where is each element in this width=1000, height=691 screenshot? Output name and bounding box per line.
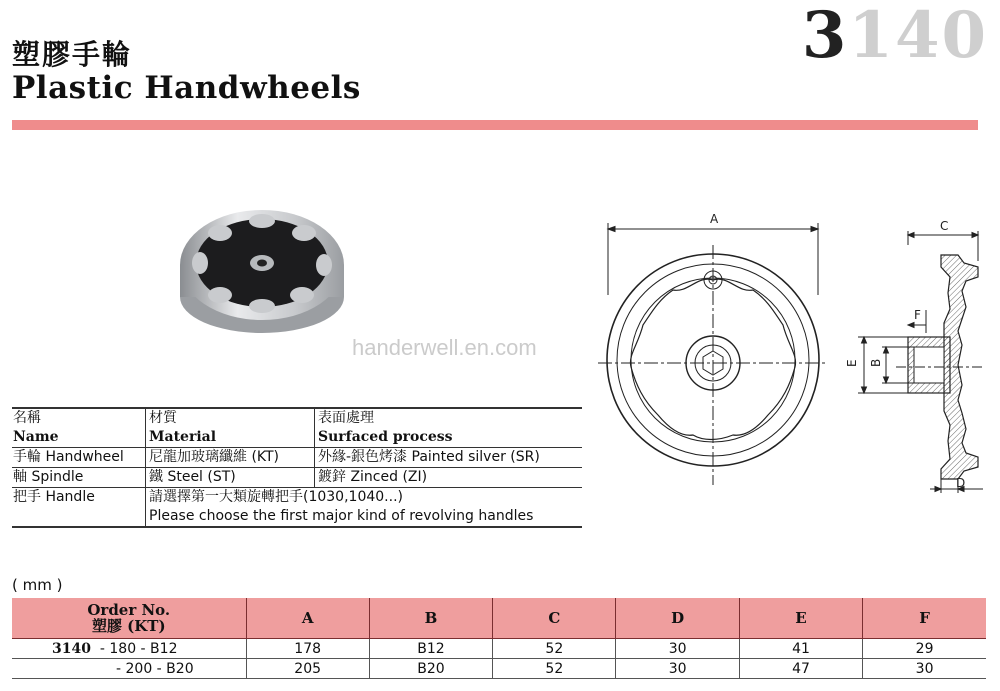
- order-header-a: A: [246, 598, 369, 639]
- watermark: handerwell.en.com: [352, 335, 537, 360]
- spec-row-handle: [12, 488, 582, 528]
- catalog-number: [801, 0, 988, 73]
- title-chinese: 塑膠手輪: [12, 38, 133, 71]
- order-header-orderno: [12, 598, 246, 639]
- spec-header-process-en: Surfaced process: [318, 429, 453, 445]
- spec-cell: 手輪 Handwheel: [12, 448, 146, 468]
- spec-cell: 軸 Spindle: [12, 468, 146, 488]
- title-english: Plastic Handwheels: [12, 70, 361, 106]
- spec-handle-note-en: Please choose the first major kind of revolving handles: [149, 508, 534, 524]
- order-code: [12, 639, 246, 659]
- spec-header-row: [12, 408, 582, 448]
- spec-handle-note-zh: 請選擇第一大類旋轉把手(1030,1040...): [149, 489, 403, 505]
- dim-label-b: B: [869, 358, 883, 367]
- spec-cell: 鐵 Steel (ST): [146, 468, 315, 488]
- dim-label-f: F: [914, 308, 921, 322]
- order-cell: 30: [616, 639, 739, 659]
- front-view-drawing: [598, 205, 830, 501]
- spec-header-material-en: Material: [149, 429, 217, 445]
- dim-label-a: A: [710, 212, 719, 226]
- order-table: [12, 598, 986, 679]
- order-cell: 178: [246, 639, 369, 659]
- order-cell: 30: [616, 659, 739, 679]
- spec-cell: 尼龍加玻璃纖維 (KT): [146, 448, 315, 468]
- spec-header-process: [315, 408, 583, 448]
- dim-label-c: C: [940, 219, 949, 233]
- order-header-line1: Order No.: [87, 601, 171, 619]
- spec-cell: 把手 Handle: [12, 488, 146, 528]
- spec-handle-note: [146, 488, 583, 528]
- order-cell: B20: [369, 659, 492, 679]
- order-cell: B12: [369, 639, 492, 659]
- spec-header-name-zh: 名稱: [13, 410, 41, 426]
- order-header-c: C: [493, 598, 616, 639]
- spec-header-process-zh: 表面處理: [318, 410, 374, 426]
- order-header-line2: 塑膠 (KT): [91, 617, 166, 635]
- spec-table: [12, 407, 582, 528]
- spec-cell: 鍍鋅 Zinced (ZI): [315, 468, 583, 488]
- order-code: [12, 659, 246, 679]
- product-photo: [176, 205, 352, 345]
- order-row: [12, 659, 986, 679]
- order-header-b: B: [369, 598, 492, 639]
- catalog-number-rest: 140: [848, 0, 988, 73]
- dim-label-e: E: [845, 359, 859, 367]
- spec-header-material: [146, 408, 315, 448]
- order-header-d: D: [616, 598, 739, 639]
- order-series: 3140: [52, 640, 91, 657]
- spec-row-spindle: [12, 468, 582, 488]
- order-cell: 52: [493, 639, 616, 659]
- order-cell: 29: [863, 639, 986, 659]
- order-header-row: [12, 598, 986, 639]
- order-code-suffix: - 180 - B12: [99, 640, 178, 657]
- order-row: [12, 639, 986, 659]
- spec-header-material-zh: 材質: [149, 410, 177, 426]
- side-view-drawing: [838, 215, 988, 497]
- catalog-number-lead: 3: [801, 0, 849, 73]
- order-cell: 52: [493, 659, 616, 679]
- order-cell: 41: [739, 639, 862, 659]
- dim-label-d: D: [956, 476, 966, 490]
- order-cell: 205: [246, 659, 369, 679]
- spec-row-handwheel: [12, 448, 582, 468]
- spec-header-name-en: Name: [13, 429, 59, 445]
- order-cell: 47: [739, 659, 862, 679]
- order-code-suffix: - 200 - B20: [116, 660, 194, 677]
- order-cell: 30: [863, 659, 986, 679]
- spec-header-name: [12, 408, 146, 448]
- title-divider-bar: [12, 120, 978, 130]
- unit-label: ( mm ): [12, 576, 63, 594]
- order-header-e: E: [739, 598, 862, 639]
- spec-cell: 外緣-銀色烤漆 Painted silver (SR): [315, 448, 583, 468]
- order-header-f: F: [863, 598, 986, 639]
